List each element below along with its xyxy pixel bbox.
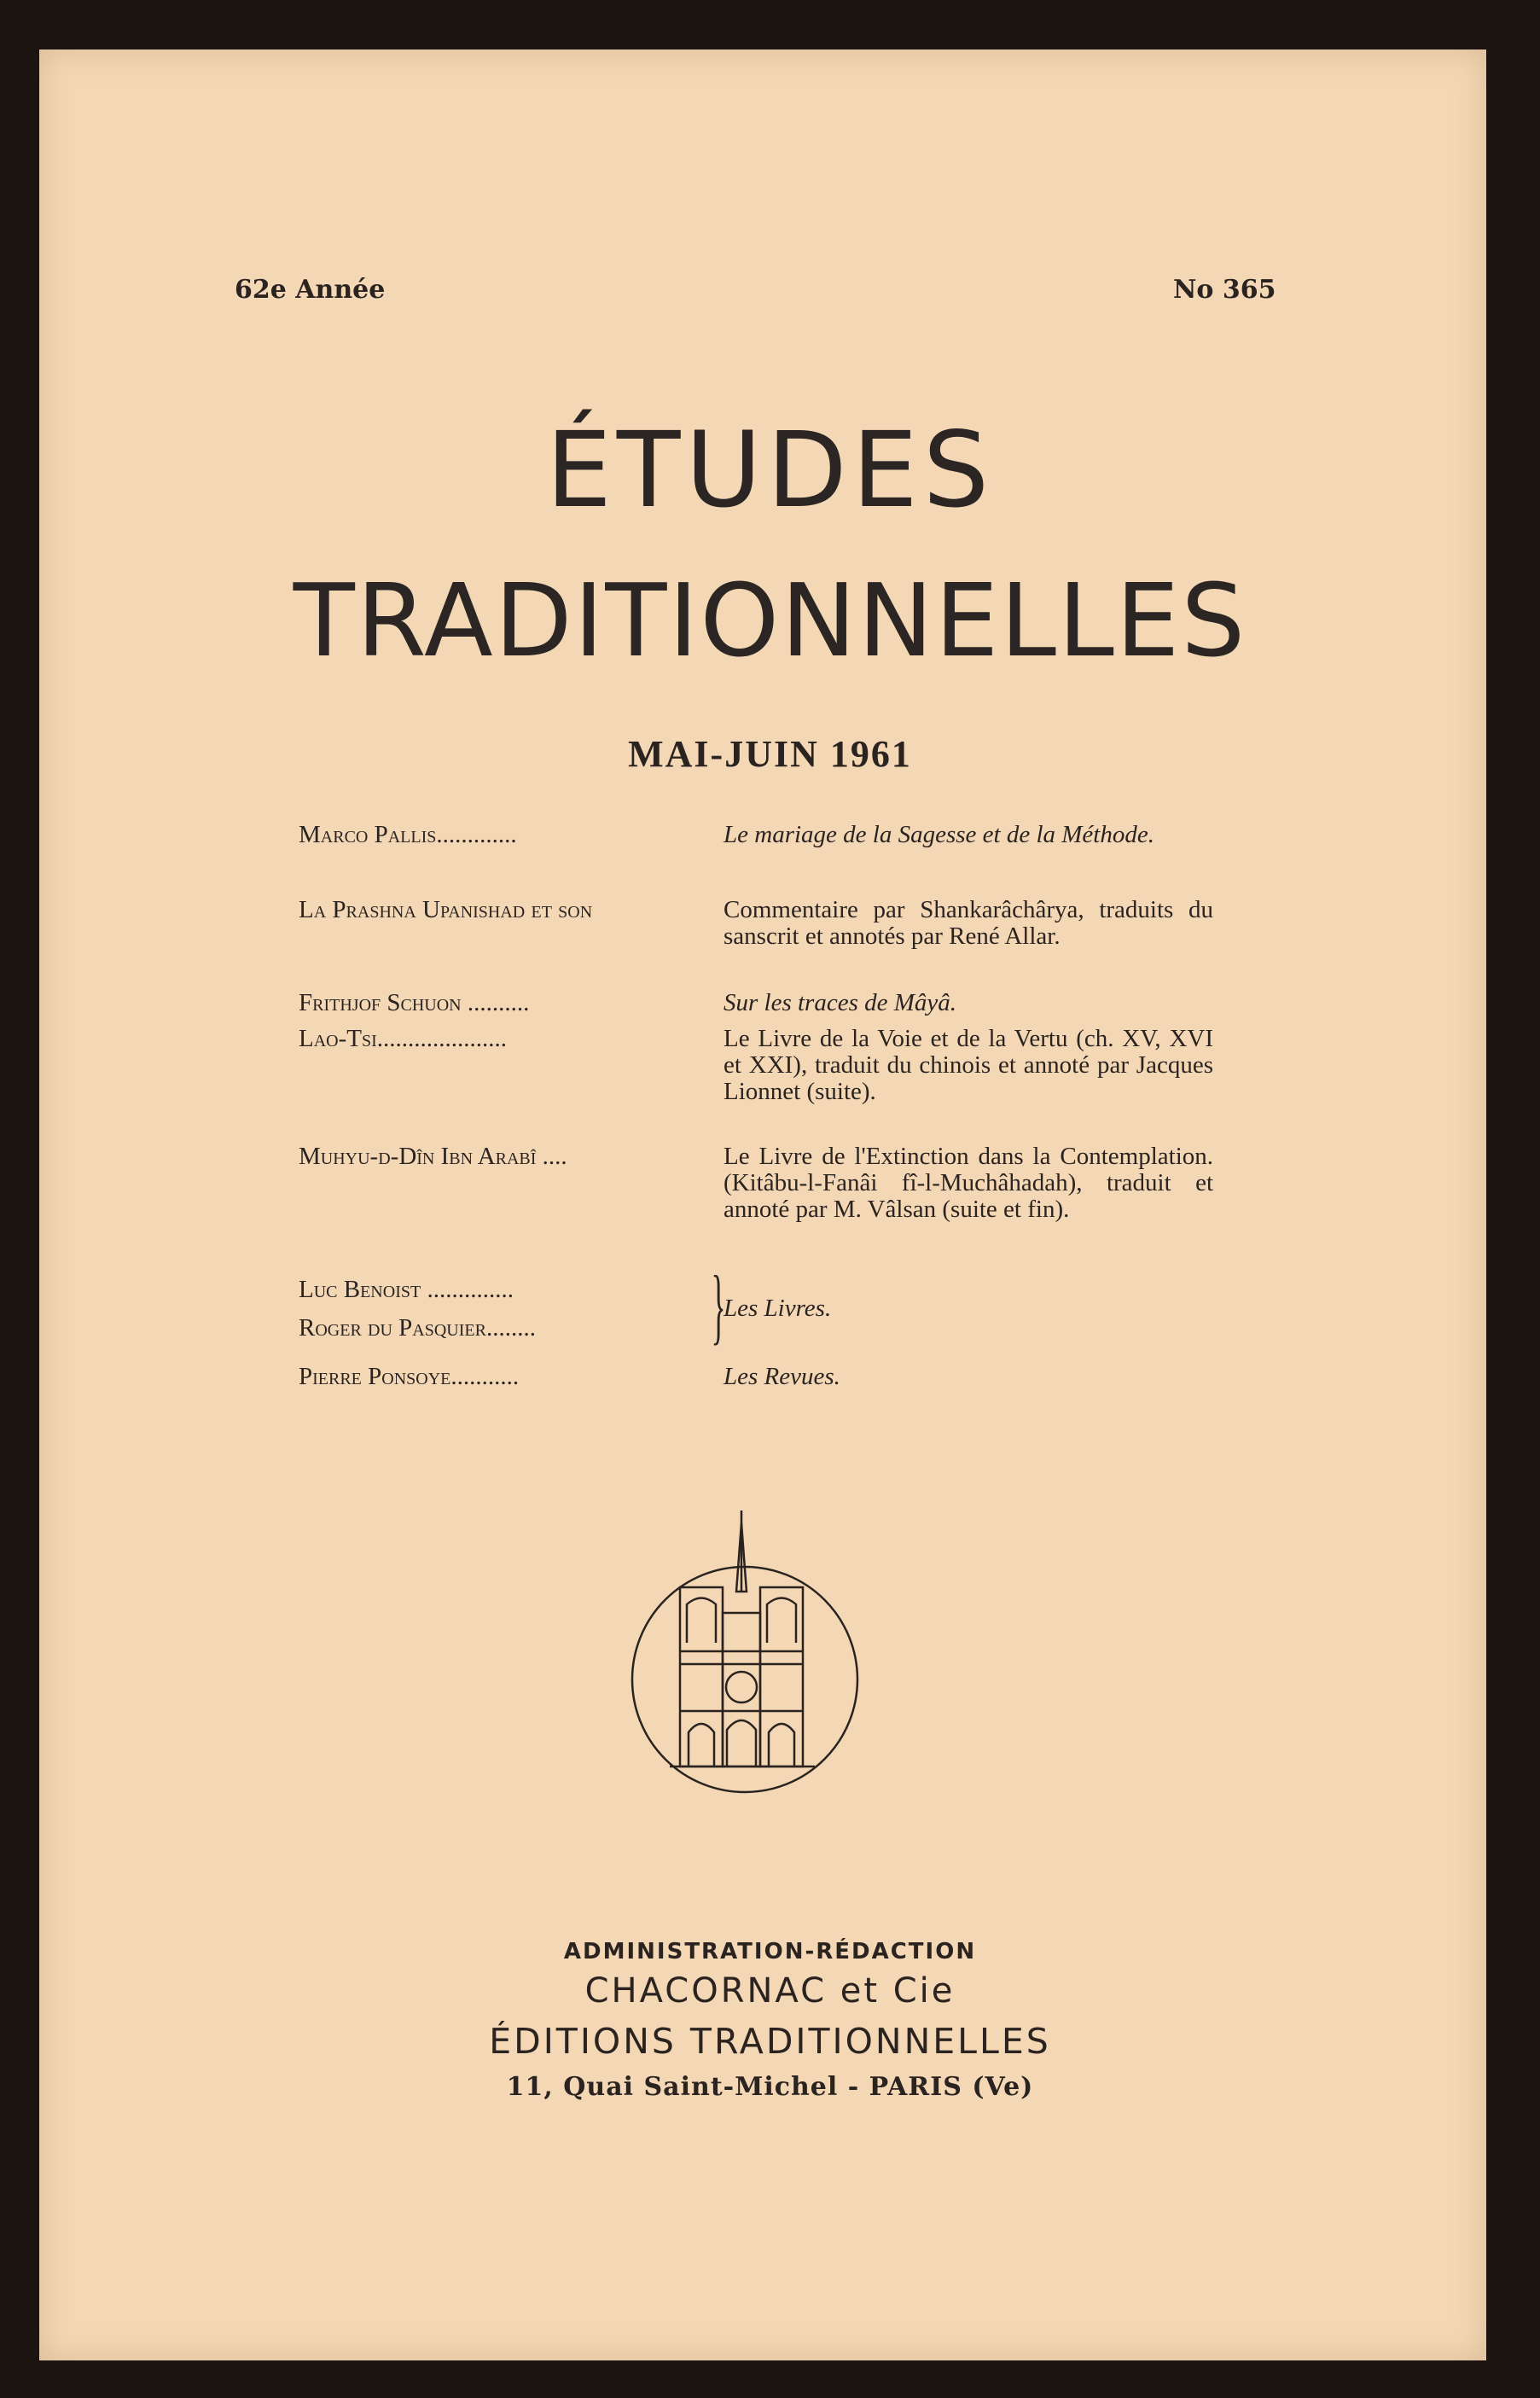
toc-work: Les Livres. xyxy=(724,1295,832,1322)
footer-publisher: CHACORNAC et Cie xyxy=(584,1971,956,2011)
toc-author: Marco Pallis............. xyxy=(299,822,517,848)
year-label: 62e Année xyxy=(235,275,386,305)
footer-address: 11, Quai Saint-Michel - PARIS (Ve) xyxy=(506,2072,1034,2102)
footer-administration: ADMINISTRATION-RÉDACTION xyxy=(563,1939,977,1964)
toc-author: La Prashna Upanishad et son xyxy=(299,897,593,923)
notre-dame-emblem-icon xyxy=(627,1506,866,1796)
issue-date: MAI-JUIN 1961 xyxy=(628,733,912,775)
footer-editions: ÉDITIONS TRADITIONNELLES xyxy=(489,2021,1051,2062)
toc-work: Le Livre de la Voie et de la Vertu (ch. XV, XVI et XXI), traduit du chinois et annoté par Jacques Lionnet (suite). xyxy=(724,1025,1213,1105)
toc-work-text: Le mariage de la Sagesse et de la Méthode. xyxy=(724,821,1154,848)
toc-author: Luc Benoist .............. xyxy=(299,1277,514,1303)
toc-author: Lao-Tsi..................... xyxy=(299,1026,508,1052)
toc-work xyxy=(724,822,1213,848)
brace-divider: } xyxy=(711,1258,726,1353)
title-line-1: ÉTUDES xyxy=(545,410,995,531)
toc-author: Frithjof Schuon .......... xyxy=(299,990,530,1016)
issue-number: No 365 xyxy=(1173,275,1276,305)
toc-author: Pierre Ponsoye........... xyxy=(299,1364,520,1390)
toc-work: Le Livre de l'Extinction dans la Contemplation. (Kitâbu-l-Fanâi fî-l-Muchâhadah), traduit et annoté par M. Vâlsan (suite et fin). xyxy=(724,1143,1213,1223)
toc-author: Roger du Pasquier........ xyxy=(299,1315,536,1342)
toc-author: Muhyu-d-Dîn Ibn Arabî .... xyxy=(299,1144,567,1170)
toc-work: Les Revues. xyxy=(724,1363,840,1390)
toc-work: Sur les traces de Mâyâ. xyxy=(724,989,957,1016)
toc-work: Commentaire par Shankarâchârya, traduits du sanscrit et annotés par René Allar. xyxy=(724,896,1213,950)
title-line-2: TRADITIONNELLES xyxy=(293,562,1247,679)
